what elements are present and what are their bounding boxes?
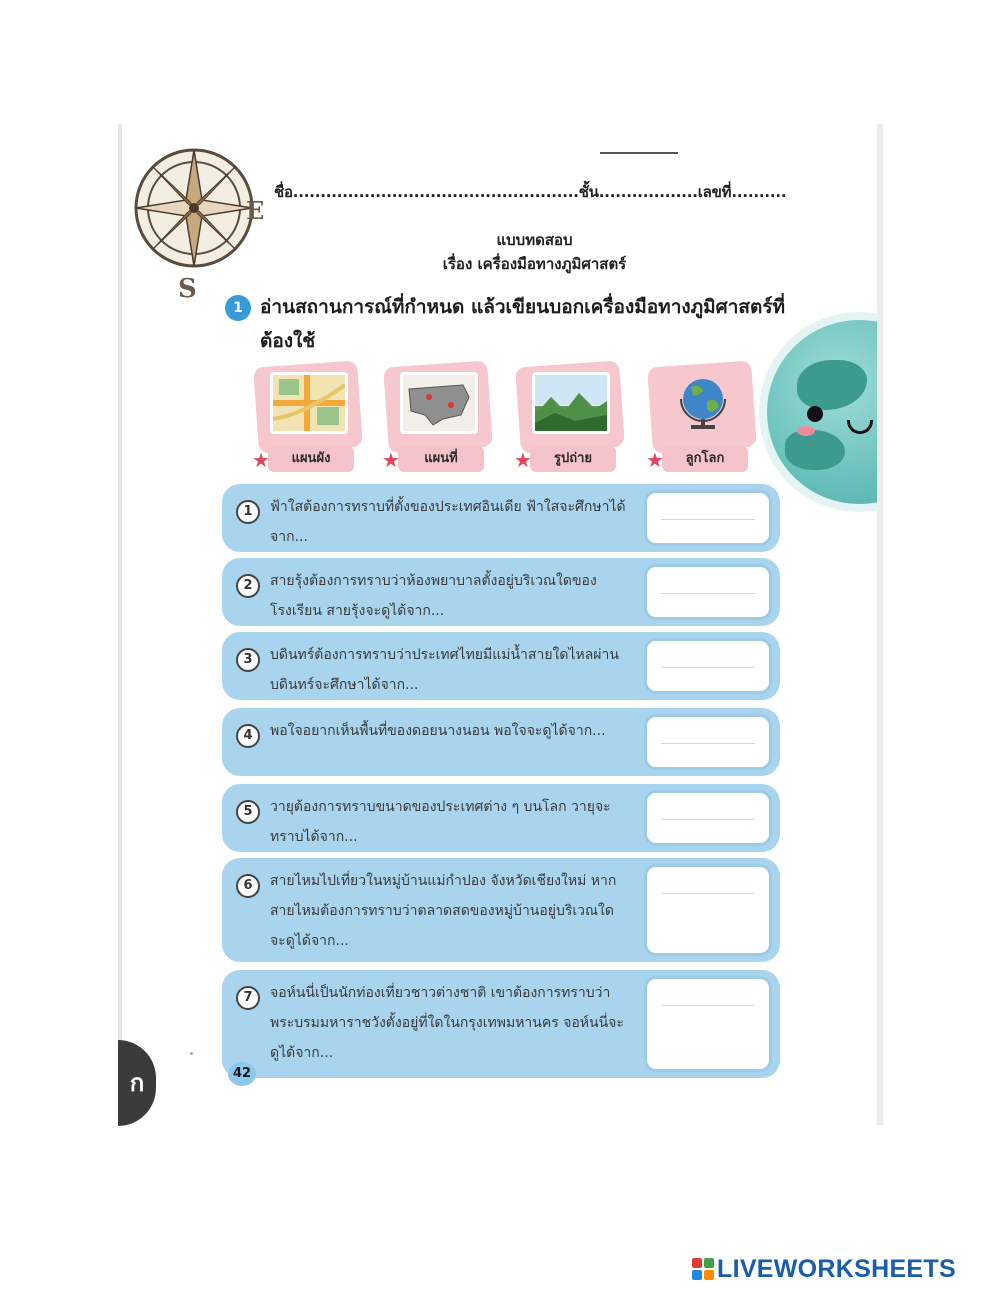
question-text: สายรุ้งต้องการทราบว่าห้องพยาบาลตั้งอยู่บริเวณใดของโรงเรียน สายรุ้งจะดูได้จาก... — [270, 573, 597, 619]
compass-south-label: S — [178, 274, 197, 304]
answer-box[interactable] — [644, 638, 772, 694]
question-number: 3 — [236, 648, 260, 672]
page-number: 42 — [228, 1062, 256, 1086]
answer-box[interactable] — [644, 864, 772, 956]
photo-icon — [532, 372, 610, 434]
question-text: สายไหมไปเที่ยวในหมู่บ้านแม่กำปอง จังหวัดเชียงใหม่ หากสายไหมต้องการทราบว่าตลาดสดของหมู่บ้านอยู่บริเวณใด จะดูได้จาก... — [270, 873, 617, 949]
liveworksheets-logo-icon — [692, 1258, 714, 1280]
question-number: 5 — [236, 800, 260, 824]
question-row — [222, 484, 780, 552]
brand-name: LIVEWORKSHEETS — [717, 1254, 956, 1283]
instruction-text: อ่านสถานการณ์ที่กำหนด แล้วเขียนบอกเครื่องมือทางภูมิศาสตร์ที่ต้องใช้ — [260, 296, 786, 352]
star-icon: ★ — [382, 448, 400, 472]
question-text: พอใจอยากเห็นพื้นที่ของดอยนางนอน พอใจจะดูได้จาก... — [270, 723, 606, 739]
question-number: 6 — [236, 874, 260, 898]
question-text: วายุต้องการทราบขนาดของประเทศต่าง ๆ บนโลก วายุจะทราบได้จาก... — [270, 799, 611, 845]
worksheet-subtitle: เรื่อง เครื่องมือทางภูมิศาสตร์ — [442, 255, 627, 273]
answer-box[interactable] — [644, 490, 772, 546]
question-text: ฟ้าใสต้องการทราบที่ตั้งของประเทศอินเดีย ฟ้าใสจะศึกษาได้จาก... — [270, 499, 626, 545]
question-number: 7 — [236, 986, 260, 1010]
star-icon: ★ — [646, 448, 664, 472]
question-row — [222, 632, 780, 700]
question-row — [222, 858, 780, 962]
top-rule — [600, 152, 678, 154]
compass-east-label: E — [246, 196, 265, 225]
question-row — [222, 970, 780, 1078]
question-number: 4 — [236, 724, 260, 748]
answer-box[interactable] — [644, 714, 772, 770]
question-text: จอห์นนี่เป็นนักท่องเที่ยวชาวต่างชาติ เขาต้องการทราบว่าพระบรมมหาราชวังตั้งอยู่ที่ใดในกรุงเทพมหานคร จอห์นนี่จะดูได้จาก... — [270, 985, 624, 1061]
star-icon: ★ — [514, 448, 532, 472]
question-text: บดินทร์ต้องการทราบว่าประเทศไทยมีแม่น้ำสายใดไหลผ่าน บดินทร์จะศึกษาได้จาก... — [270, 647, 619, 693]
question-row — [222, 784, 780, 852]
globe-icon — [664, 372, 742, 434]
worksheet-title: แบบทดสอบ — [496, 231, 573, 249]
question-row — [222, 558, 780, 626]
answer-box[interactable] — [644, 790, 772, 846]
liveworksheets-logo — [692, 1254, 956, 1284]
star-icon: ★ — [252, 448, 270, 472]
tool-label: แผนผัง — [268, 446, 354, 472]
question-number: 2 — [236, 574, 260, 598]
decorative-dot — [190, 1052, 193, 1055]
floor-plan-icon — [270, 372, 348, 434]
section-number-badge: 1 — [225, 295, 251, 321]
tool-label: แผนที่ — [398, 446, 484, 472]
map-icon — [400, 372, 478, 434]
name-class-number-line: ชื่อ....................................................ชั้น..................เลขที่.......... — [274, 183, 787, 201]
answer-box[interactable] — [644, 976, 772, 1072]
tool-label: รูปถ่าย — [530, 446, 616, 472]
answer-box[interactable] — [644, 564, 772, 620]
side-tab: ก — [118, 1040, 156, 1126]
question-row — [222, 708, 780, 776]
tool-label: ลูกโลก — [662, 446, 748, 472]
worksheet-page — [118, 124, 883, 1125]
question-number: 1 — [236, 500, 260, 524]
